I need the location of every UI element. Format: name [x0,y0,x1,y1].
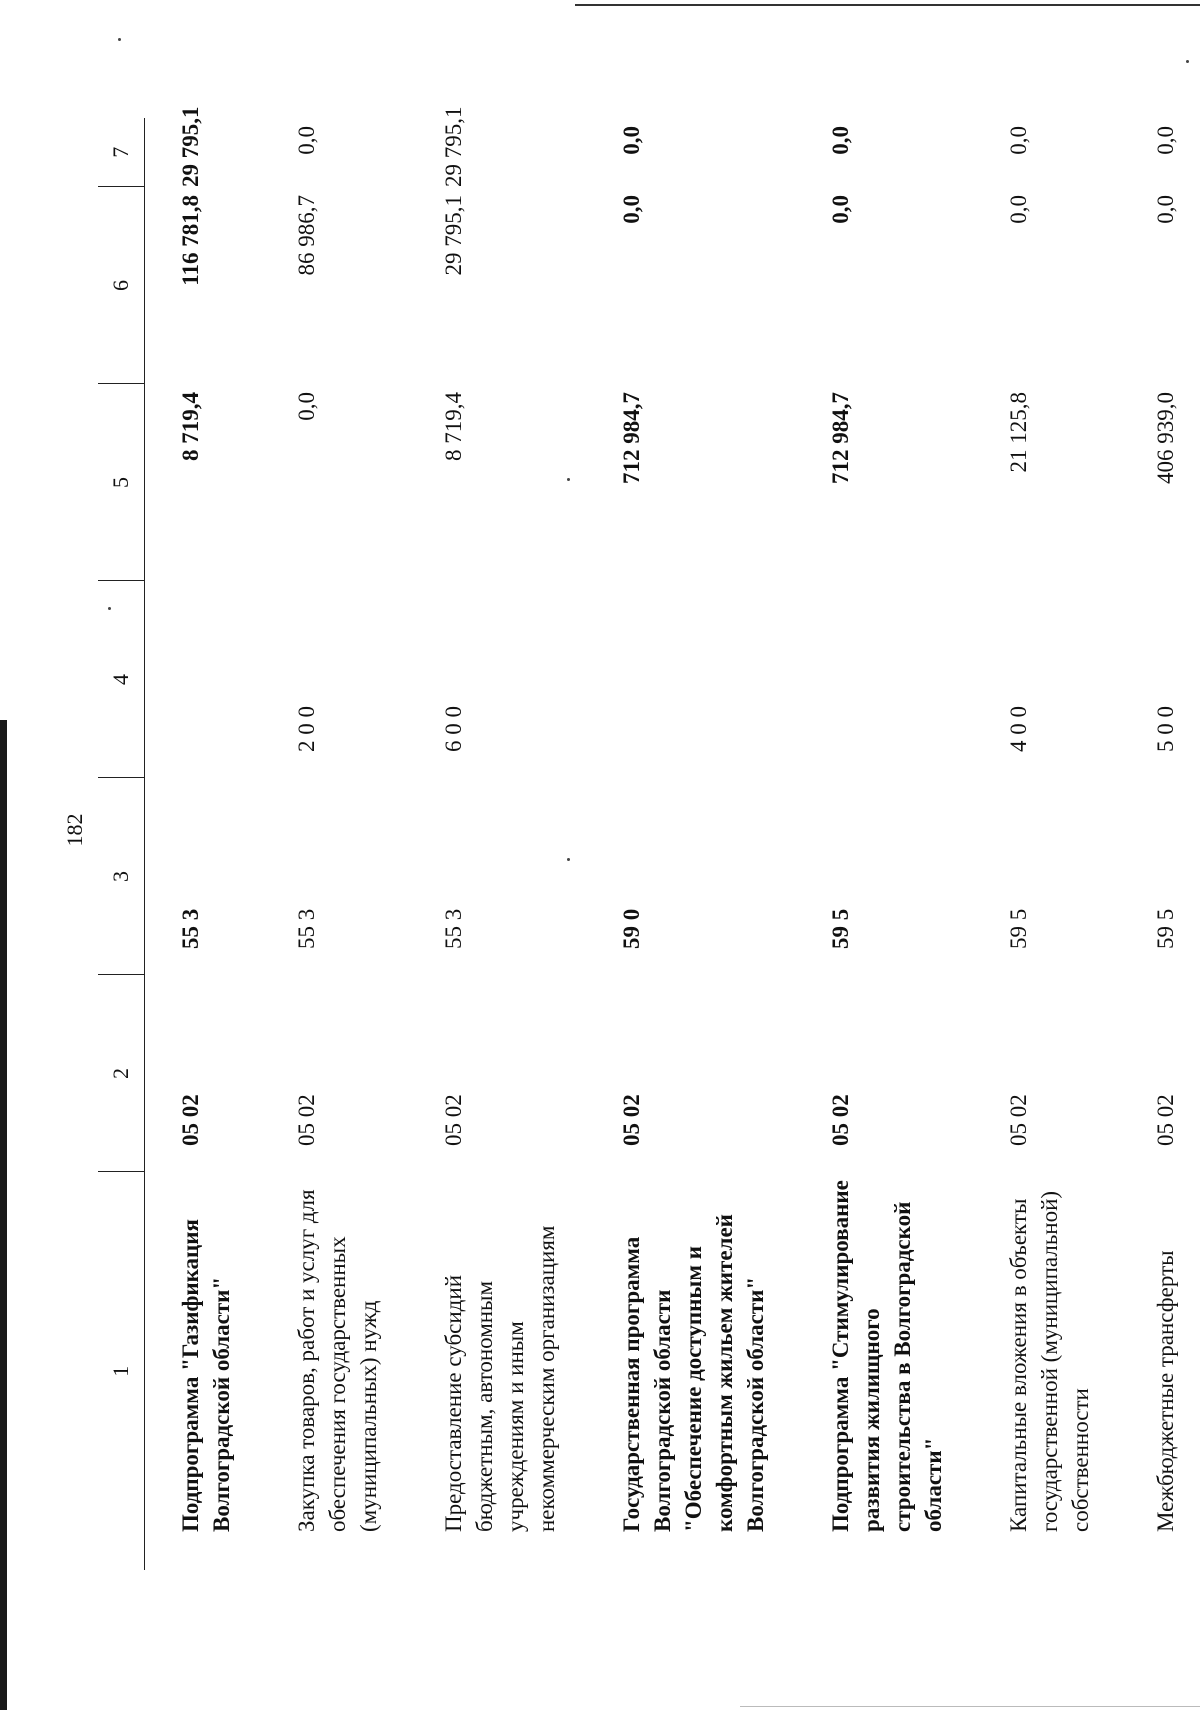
section-code: 05 02 [828,1094,853,1146]
section-code: 05 02 [1006,1094,1031,1146]
column-header: 2 [98,975,145,1172]
target-code: 59 0 [619,908,644,949]
section-code: 05 02 [441,1094,466,1146]
target-code: 59 5 [1153,908,1178,949]
target-code: 55 3 [294,908,319,949]
amount-col7: 0,0 [1153,126,1178,155]
section-code: 05 02 [619,1094,644,1146]
column-header: 4 [98,581,145,778]
row-name: Государственная программа Волгоградской области "Обеспечение доступным и комфортным жильем жителей Волгоградской области" [619,1214,768,1532]
table-row [795,118,973,1570]
target-code: 59 5 [1006,908,1031,949]
amount-col6: 86 986,7 [294,195,319,276]
row-name: Предоставление субсидий бюджетным, автономным учреждениям и иным некоммерческим организациям [441,1225,559,1532]
expense-type-code [795,581,973,778]
expense-type-code [586,581,795,778]
column-header: 7 [98,118,145,187]
column-header: 3 [98,778,145,975]
table-row [145,118,262,1570]
amount-col5: 712 984,7 [619,392,644,484]
section-code: 05 02 [1153,1094,1178,1146]
section-code: 05 02 [178,1094,203,1146]
expense-type-code: 4 0 0 [1006,706,1031,752]
budget-table [98,106,1200,1570]
expense-type-code [145,581,262,778]
amount-col5: 8 719,4 [178,392,203,461]
amount-col7: 0,0 [294,126,319,155]
amount-col6: 0,0 [1006,195,1031,224]
amount-col7: 0,0 [619,126,644,155]
budget-table-body [145,106,1200,1570]
row-name: Подпрограмма "Стимулирование развития жилищного строительства в Волгоградской области" [828,1180,946,1532]
amount-col7: 0,0 [828,126,853,155]
amount-col5: 21 125,8 [1006,392,1031,473]
column-number-row [98,118,145,1570]
amount-col5: 8 719,4 [441,392,466,461]
expense-type-code: 2 0 0 [294,706,319,752]
table-row [408,118,586,1570]
expense-type-code: 5 0 0 [1153,706,1178,752]
amount-col7: 0,0 [1006,126,1031,155]
target-code: 55 3 [178,908,203,949]
column-header: 6 [98,187,145,384]
section-code: 05 02 [294,1094,319,1146]
amount-col6: 116 781,8 [178,195,203,286]
row-name: Подпрограмма "Газификация Волгоградской области" [178,1219,234,1532]
amount-col6: 0,0 [828,195,853,224]
column-header: 1 [98,1172,145,1570]
amount-col7: 29 795,1 [441,106,466,187]
table-row [973,118,1120,1570]
amount-col5: 0,0 [294,392,319,421]
column-header: 5 [98,384,145,581]
page-number: 182 [62,813,87,847]
amount-col5: 712 984,7 [828,392,853,484]
table-row [1120,118,1200,1570]
amount-col6: 0,0 [1153,195,1178,224]
table-row [586,118,795,1570]
amount-col6: 0,0 [619,195,644,224]
row-name: Закупка товаров, работ и услуг для обеспечения государственных (муниципальных) нужд [294,1189,381,1532]
row-name: Капитальные вложения в объекты государственной (муниципальной) собственности [1006,1190,1093,1532]
row-name: Межбюджетные трансферты [1153,1250,1178,1532]
table-row [261,118,408,1570]
target-code: 55 3 [441,908,466,949]
amount-col5: 406 939,0 [1153,392,1178,484]
amount-col7: 29 795,1 [178,106,203,187]
expense-type-code: 6 0 0 [441,706,466,752]
target-code: 59 5 [828,908,853,949]
amount-col6: 29 795,1 [441,195,466,276]
